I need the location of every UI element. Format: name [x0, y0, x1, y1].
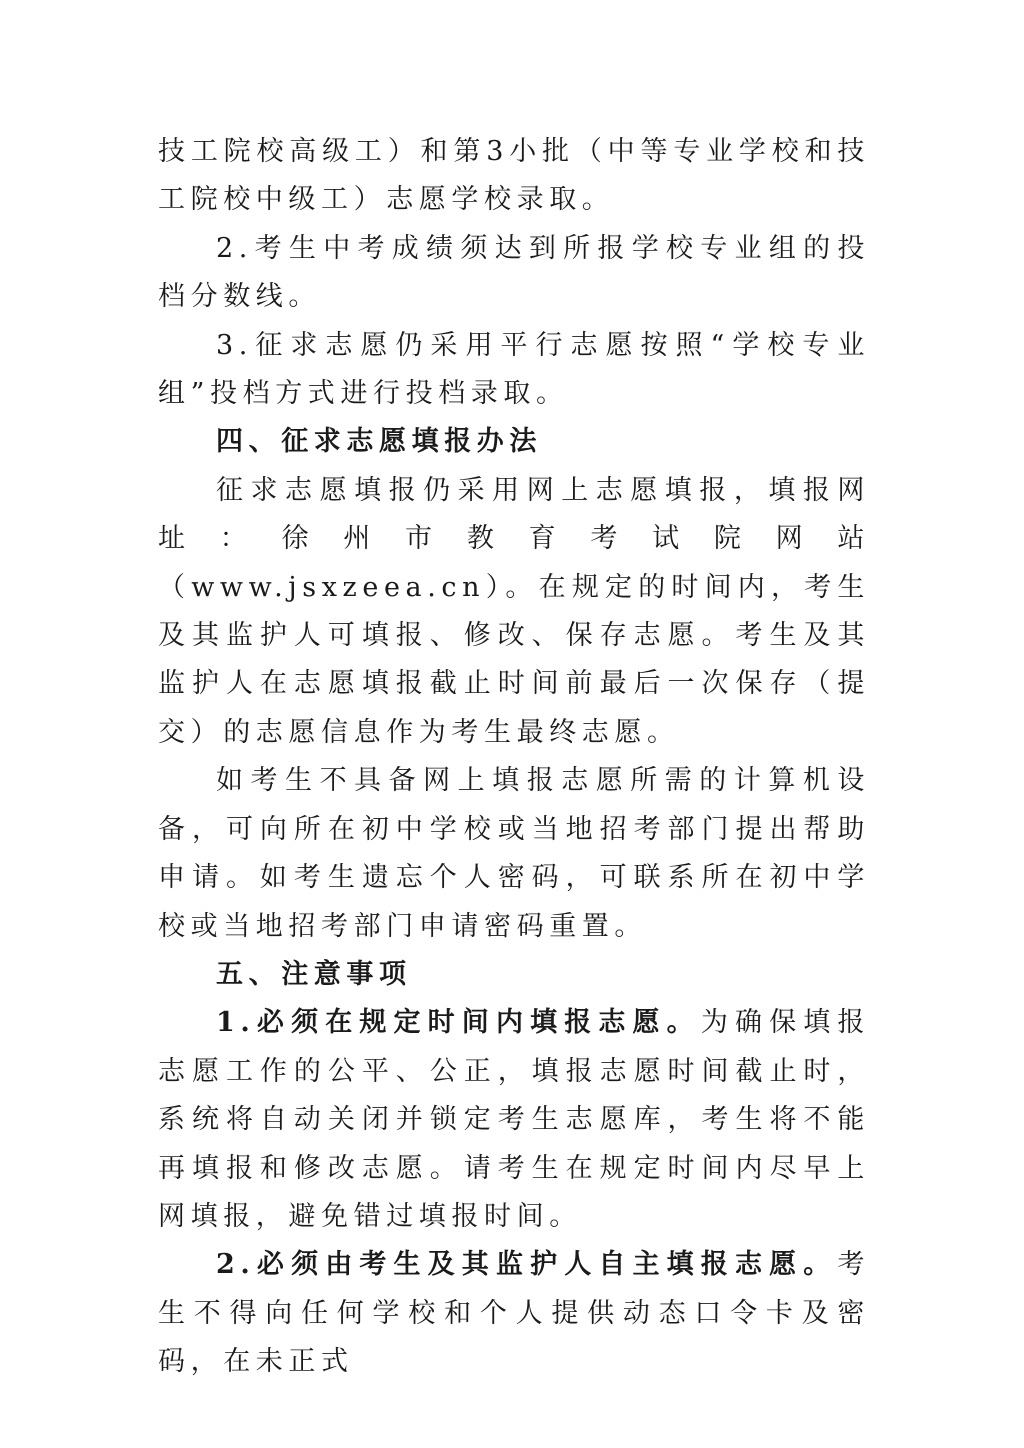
paragraph-item-3: 3.征求志愿仍采用平行志愿按照“学校专业组”投档方式进行投档录取。 — [158, 329, 870, 410]
note-2-text: 考生不得向任何学校和个人提供动态口令卡及密码，在未正式 — [158, 1249, 870, 1378]
section-heading-4: 四、征求志愿填报办法 — [216, 426, 542, 458]
paragraph-method-1: 征求志愿填报仍采用网上志愿填报，填报网址：徐州市教育考试院网站（www.jsxzeea.cn）。在规定的时间内，考生及其监护人可填报、修改、保存志愿。考生及其监护人在志愿填报截止时间前最后一次保存（提交）的志愿信息作为考生最终志愿。 — [158, 474, 870, 748]
paragraph-item-2: 2.考生中考成绩须达到所报学校专业组的投档分数线。 — [158, 232, 870, 313]
note-2-lead: 2.必须由考生及其监护人自主填报志愿。 — [216, 1249, 838, 1281]
note-1-text: 为确保填报志愿工作的公平、公正，填报志愿时间截止时，系统将自动关闭并锁定考生志愿库，考生将不能再填报和修改志愿。请考生在规定时间内尽早上网填报，避免错过填报时间。 — [158, 1007, 871, 1232]
document-body — [158, 128, 870, 1387]
paragraph-method-2: 如考生不具备网上填报志愿所需的计算机设备，可向所在初中学校或当地招考部门提出帮助申请。如考生遗忘个人密码，可联系所在初中学校或当地招考部门申请密码重置。 — [158, 765, 870, 942]
paragraph-continuation: 技工院校高级工）和第3小批（中等专业学校和技工院校中级工）志愿学校录取。 — [158, 136, 870, 216]
paragraph-note-2 — [158, 1241, 870, 1386]
note-1-lead: 1.必须在规定时间内填报志愿。 — [216, 1007, 701, 1039]
paragraph-note-1 — [158, 999, 870, 1241]
section-heading-5: 五、注意事项 — [216, 958, 412, 990]
